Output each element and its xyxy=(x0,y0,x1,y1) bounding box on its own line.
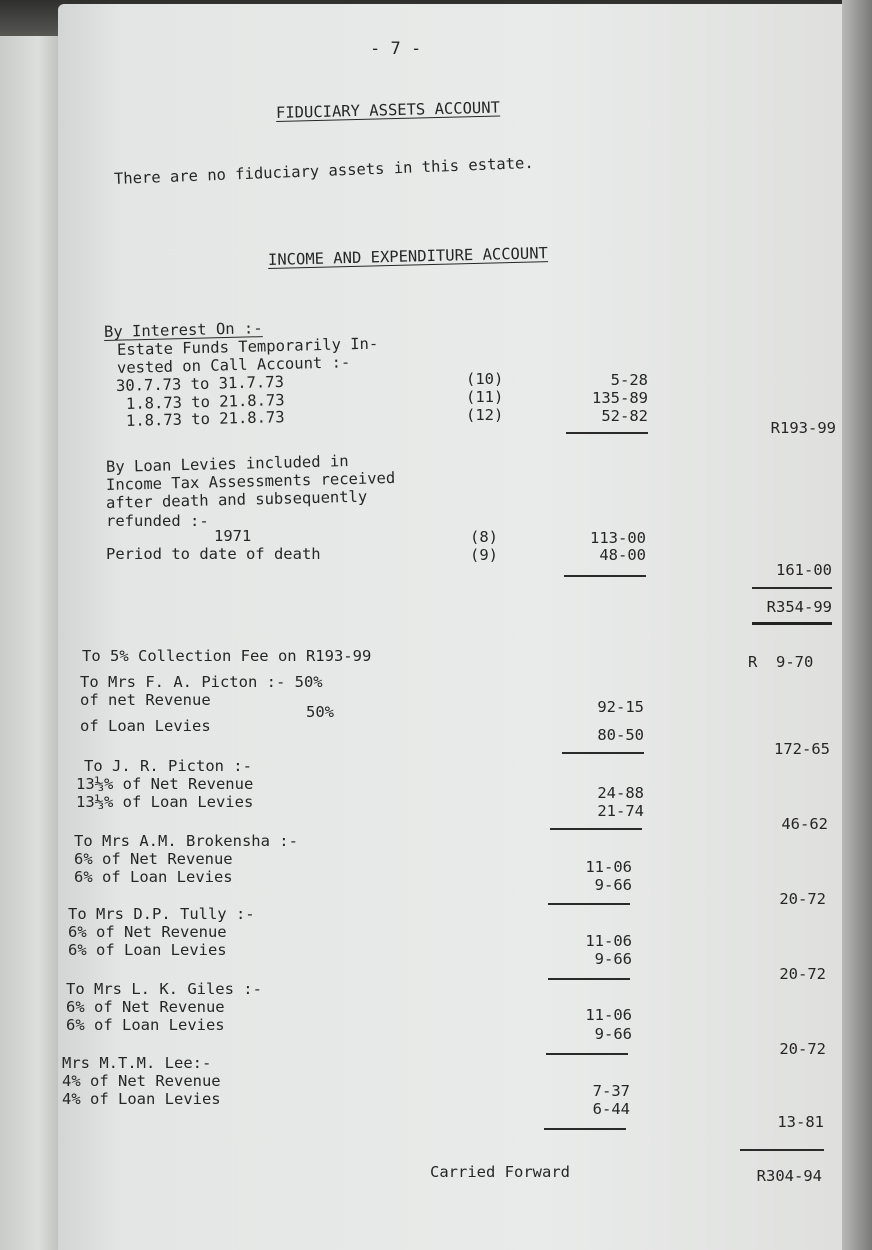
beneficiary-revenue-label: 6% of Net Revenue xyxy=(68,923,227,941)
fiduciary-heading: FIDUCIARY ASSETS ACCOUNT xyxy=(275,98,501,122)
beneficiary-name: To Mrs A.M. Brokensha :- xyxy=(74,832,298,850)
subtotal-rule xyxy=(544,1128,626,1130)
subtotal-rule xyxy=(548,903,630,905)
interest-row-amount: 52-82 xyxy=(601,407,648,425)
loan-row-ref: (9) xyxy=(470,546,498,564)
double-rule xyxy=(752,622,832,625)
grand-total: R354-99 xyxy=(766,598,832,616)
beneficiary-levies: 9-66 xyxy=(594,950,632,968)
subtotal-rule xyxy=(546,1053,628,1055)
total-rule xyxy=(752,587,832,589)
interest-row-label: 1.8.73 to 21.8.73 xyxy=(125,408,285,430)
loan-line-3: after death and subsequently xyxy=(105,487,368,512)
interest-desc-2: vested on Call Account :- xyxy=(116,353,351,377)
loan-row-label: 1971 xyxy=(214,527,252,545)
page-number: - 7 - xyxy=(370,39,422,59)
beneficiary-levies: 21-74 xyxy=(597,802,644,820)
fiduciary-text: There are no fiduciary assets in this estate. xyxy=(113,153,534,188)
beneficiary-levies-label: 6% of Loan Levies xyxy=(66,1016,225,1034)
loan-row-label: Period to date of death xyxy=(106,545,321,563)
interest-row-amount: 5-28 xyxy=(610,371,648,389)
facing-page-edge xyxy=(0,36,64,1250)
beneficiary-revenue-label: 4% of Net Revenue xyxy=(62,1072,221,1090)
beneficiary-name: To Mrs D.P. Tully :- xyxy=(68,905,255,923)
beneficiary-revenue-label: 13⅓% of Net Revenue xyxy=(76,775,254,793)
beneficiary-total: 172-65 xyxy=(774,740,830,758)
beneficiary-revenue-label: of net Revenue xyxy=(80,691,211,709)
beneficiary-revenue: 11-06 xyxy=(585,858,632,876)
beneficiary-total: 20-72 xyxy=(779,1040,826,1058)
beneficiary-revenue: 92-15 xyxy=(597,698,644,716)
beneficiary-levies-label: 13⅓% of Loan Levies xyxy=(76,793,254,811)
beneficiary-name: Mrs M.T.M. Lee:- xyxy=(62,1054,212,1072)
beneficiary-total: 46-62 xyxy=(781,815,828,833)
subtotal-rule xyxy=(566,432,648,434)
loan-row-amount: 113-00 xyxy=(590,529,646,547)
interest-row-label: 30.7.73 to 31.7.73 xyxy=(115,372,285,395)
subtotal-rule xyxy=(548,978,630,980)
beneficiary-total: 20-72 xyxy=(779,890,826,908)
beneficiary-levies-label: of Loan Levies xyxy=(80,717,211,735)
beneficiary-name: To Mrs F. A. Picton :- 50% xyxy=(80,673,323,691)
beneficiary-levies-label: 6% of Loan Levies xyxy=(68,941,227,959)
beneficiary-revenue: 11-06 xyxy=(585,932,632,950)
beneficiary-levies: 9-66 xyxy=(594,1025,632,1043)
beneficiary-levies: 80-50 xyxy=(597,726,644,744)
loan-line-4: refunded :- xyxy=(106,512,209,530)
carried-forward-amount: R304-94 xyxy=(756,1167,822,1185)
collection-fee-label: To 5% Collection Fee on R193-99 xyxy=(82,647,372,665)
total-rule xyxy=(740,1149,824,1151)
beneficiary-total: 13-81 xyxy=(777,1113,824,1131)
page-edge-right xyxy=(842,0,872,1250)
beneficiary-levies-label: 4% of Loan Levies xyxy=(62,1090,221,1108)
subtotal-rule xyxy=(564,575,646,577)
beneficiary-levies: 6-44 xyxy=(592,1100,630,1118)
beneficiary-revenue: 7-37 xyxy=(592,1082,630,1100)
beneficiary-name: To J. R. Picton :- xyxy=(84,757,252,775)
beneficiary-name: To Mrs L. K. Giles :- xyxy=(66,980,262,998)
beneficiary-revenue: 11-06 xyxy=(585,1006,632,1024)
subtotal-rule xyxy=(550,828,642,830)
loan-row-ref: (8) xyxy=(470,528,498,546)
loan-total: 161-00 xyxy=(776,561,832,579)
loan-line-1: By Loan Levies included in xyxy=(105,452,349,476)
subtotal-rule xyxy=(562,752,644,754)
income-heading: INCOME AND EXPENDITURE ACCOUNT xyxy=(267,244,549,269)
carried-forward-label: Carried Forward xyxy=(430,1163,570,1181)
collection-fee-amount: R 9-70 xyxy=(748,653,814,671)
interest-row-label: 1.8.73 to 21.8.73 xyxy=(125,391,285,413)
interest-desc-1: Estate Funds Temporarily In- xyxy=(116,334,379,359)
interest-total: R193-99 xyxy=(770,419,836,437)
interest-row-amount: 135-89 xyxy=(592,389,648,407)
beneficiary-revenue-label: 6% of Net Revenue xyxy=(74,850,233,868)
beneficiary-levies-label: 6% of Loan Levies xyxy=(74,868,233,886)
loan-row-amount: 48-00 xyxy=(599,546,646,564)
interest-row-ref: (12) xyxy=(466,406,504,424)
interest-heading: By Interest On :- xyxy=(103,319,263,341)
beneficiary-levies-pct: 50% xyxy=(306,703,334,721)
beneficiary-levies: 9-66 xyxy=(594,876,632,894)
beneficiary-revenue: 24-88 xyxy=(597,784,644,802)
loan-line-2: Income Tax Assessments received xyxy=(105,468,396,494)
interest-row-ref: (10) xyxy=(466,370,504,388)
beneficiary-revenue-label: 6% of Net Revenue xyxy=(66,998,225,1016)
interest-row-ref: (11) xyxy=(466,388,504,406)
beneficiary-total: 20-72 xyxy=(779,965,826,983)
